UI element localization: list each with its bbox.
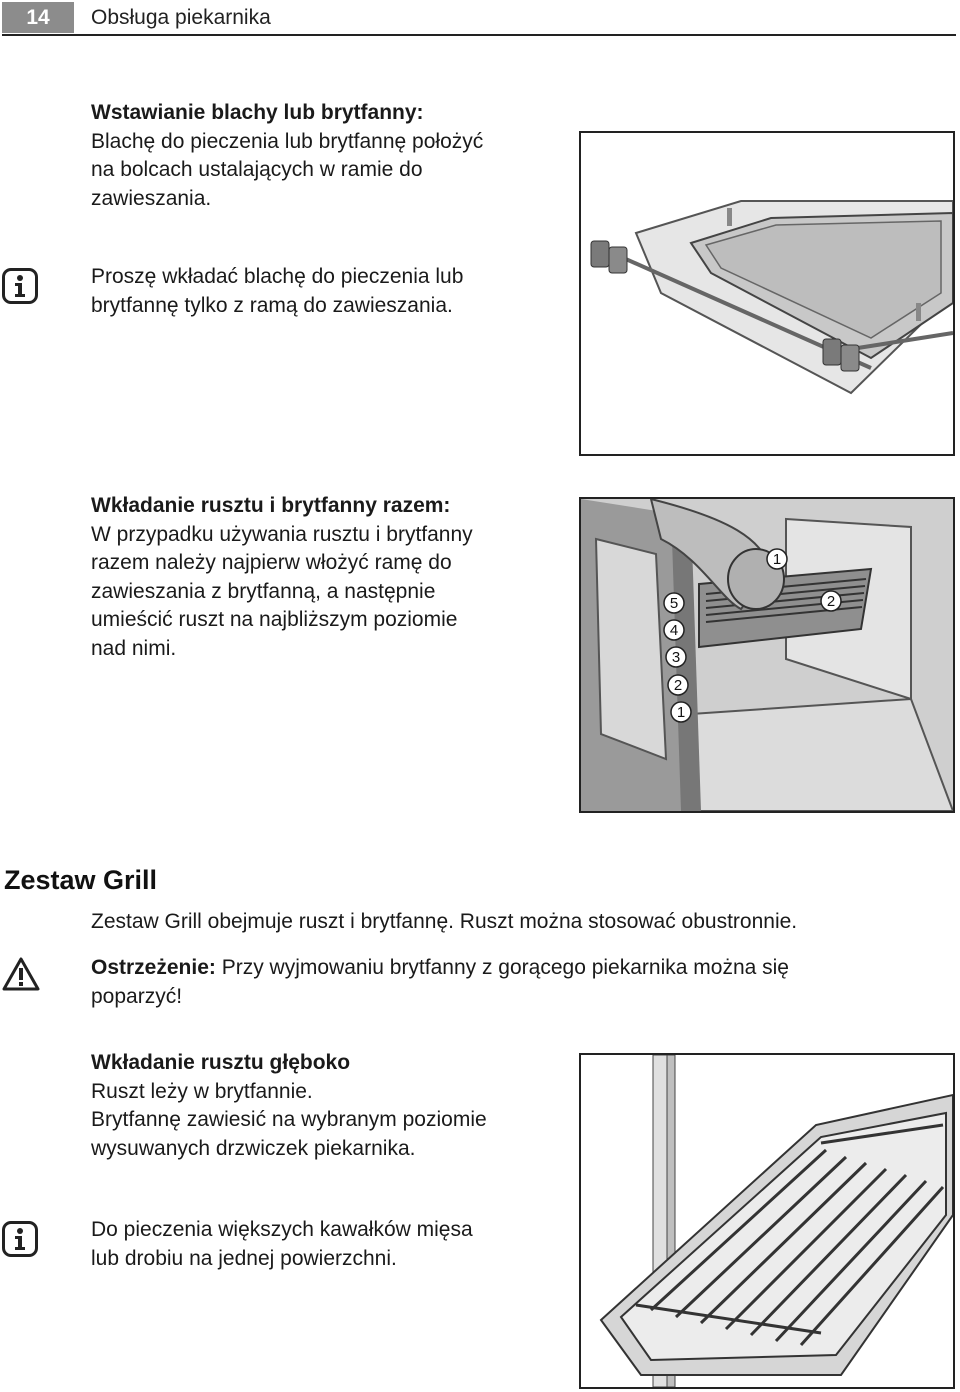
note-line: brytfannę tylko z ramą do zawieszania. <box>91 293 453 317</box>
shelf-level-label: 2 <box>673 677 683 694</box>
shelf-level-label: 3 <box>671 649 681 666</box>
section2-line: W przypadku używania rusztu i brytfanny <box>91 522 473 546</box>
warning-text: poparzyć! <box>91 984 183 1008</box>
section2-line: razem należy najpierw włożyć ramę do <box>91 551 452 575</box>
grill-title: Zestaw Grill <box>4 865 158 895</box>
shelf-level-label: 4 <box>669 622 679 639</box>
section2-line: umieścić ruszt na najbliższym poziomie <box>91 608 458 632</box>
section2-heading: Wkładanie rusztu i brytfanny razem: <box>91 494 451 517</box>
section3-line: Ruszt leży w brytfannie. <box>91 1079 313 1103</box>
note-line: lub drobiu na jednej powierzchni. <box>91 1246 397 1270</box>
warning-triangle-icon <box>2 956 40 992</box>
section1-text <box>91 99 483 213</box>
page-title: Obsługa piekarnika <box>91 6 271 29</box>
grill-intro: Zestaw Grill obejmuje ruszt i brytfannę. Ruszt można stosować obustronnie. <box>91 910 798 933</box>
step-label: 2 <box>826 593 836 610</box>
header-divider <box>2 34 956 36</box>
section1-line: zawieszania. <box>91 186 212 210</box>
info-icon <box>2 1221 38 1257</box>
section1-line: Blachę do pieczenia lub brytfannę położyć <box>91 129 484 153</box>
section1-line: na bolcach ustalających w ramie do <box>91 158 423 182</box>
shelf-level-label: 5 <box>669 595 679 612</box>
section3-heading: Wkładanie rusztu głęboko <box>91 1051 351 1074</box>
grill-tray-illustration <box>579 1053 955 1389</box>
section3-text <box>91 1049 487 1163</box>
info-icon <box>2 268 38 304</box>
section3-line: Brytfannę zawiesić na wybranym poziomie <box>91 1108 487 1132</box>
page-number: 14 <box>2 2 74 33</box>
grill-warning <box>91 954 789 1011</box>
section1-heading: Wstawianie blachy lub brytfanny: <box>91 101 424 124</box>
section2-line: zawieszania z brytfanną, a następnie <box>91 579 436 603</box>
baking-tray-illustration <box>579 131 955 456</box>
note-line: Proszę wkładać blachę do pieczenia lub <box>91 265 464 288</box>
section2-line: nad nimi. <box>91 636 177 660</box>
section3-line: wysuwanych drzwiczek piekarnika. <box>91 1136 416 1160</box>
note-line: Do pieczenia większych kawałków mięsa <box>91 1218 473 1241</box>
step-label: 1 <box>772 551 782 568</box>
oven-shelf-illustration <box>579 497 955 813</box>
section2-text <box>91 492 473 664</box>
section1-note <box>91 263 463 320</box>
shelf-level-label: 1 <box>676 704 686 721</box>
warning-label: Ostrzeżenie: <box>91 956 216 979</box>
section3-note <box>91 1216 473 1273</box>
warning-text: Przy wyjmowaniu brytfanny z gorącego piekarnika można się <box>221 956 789 979</box>
